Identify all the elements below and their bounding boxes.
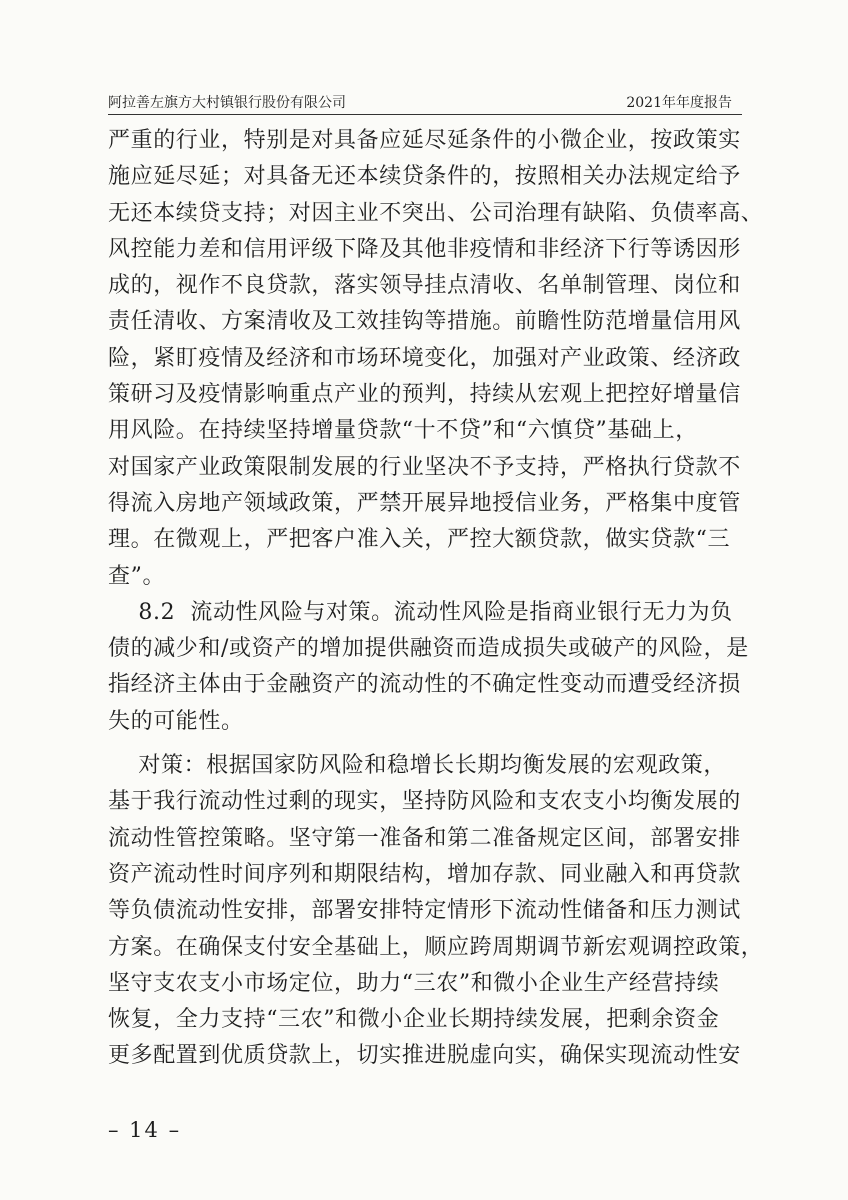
text-line: 理。在微观上，严把客户准入关，严控大额贷款，做实贷款“三 xyxy=(108,527,731,553)
text-line: 查”。 xyxy=(108,563,166,589)
text-line: 流动性管控策略。坚守第一准备和第二准备规定区间，部署安排 xyxy=(108,825,741,851)
text-line: 用风险。在持续坚持增量贷款“十不贷”和“六慎贷”基础上， xyxy=(108,418,698,444)
text-line: 严重的行业，特别是对具备应延尽延条件的小微企业，按政策实 xyxy=(108,128,741,153)
text-line: 成的，视作不良贷款，落实领导挂点清收、名单制管理、岗位和 xyxy=(108,273,741,299)
text-line: 基于我行流动性过剩的现实，坚持防风险和支农支小均衡发展的 xyxy=(108,789,741,815)
paragraph-countermeasures xyxy=(108,748,764,1075)
text-line: 风控能力差和信用评级下降及其他非疫情和非经济下行等诱因形 xyxy=(108,236,741,262)
body-text xyxy=(108,123,764,1075)
text-line: 险，紧盯疫情及经济和市场环境变化，加强对产业政策、经济政 xyxy=(108,345,741,371)
page-number: – 14 – xyxy=(108,1118,182,1142)
text-line: 恢复，全力支持“三农”和微小企业长期持续发展，把剩余资金 xyxy=(108,1007,720,1033)
report-title: 2021年年度报告 xyxy=(626,95,732,111)
text-line: 坚守支农支小市场定位，助力“三农”和微小企业生产经营持续 xyxy=(108,970,720,996)
text-line: 8.2 流动性风险与对策。流动性风险是指商业银行无力为负 xyxy=(108,599,733,625)
text-line: 债的减少和/或资产的增加提供融资而造成损失或破产的风险，是 xyxy=(108,636,749,662)
text-line: 得流入房地产领域政策，严禁开展异地授信业务，严格集中度管 xyxy=(108,490,741,516)
text-line: 策研习及疫情影响重点产业的预判，持续从宏观上把控好增量信 xyxy=(108,382,741,408)
text-line: 对策：根据国家防风险和稳增长长期均衡发展的宏观政策， xyxy=(108,753,726,779)
text-line: 等负债流动性安排，部署安排特定情形下流动性储备和压力测试 xyxy=(108,898,741,924)
text-line: 责任清收、方案清收及工效挂钩等措施。前瞻性防范增量信用风 xyxy=(108,309,741,335)
text-line: 失的可能性。 xyxy=(108,708,244,734)
company-name: 阿拉善左旗方大村镇银行股份有限公司 xyxy=(108,95,346,111)
paragraph-credit-risk xyxy=(108,123,764,595)
paragraph-liquidity-risk xyxy=(108,595,748,740)
text-line: 指经济主体由于金融资产的流动性的不确定性变动而遭受经济损 xyxy=(108,672,741,698)
text-line: 资产流动性时间序列和期限结构，增加存款、同业融入和再贷款 xyxy=(108,861,741,887)
page-header xyxy=(108,92,742,115)
text-line: 无还本续贷支持；对因主业不突出、公司治理有缺陷、负债率高、 xyxy=(108,200,764,226)
text-line: 方案。在确保支付安全基础上，顺应跨周期调节新宏观调控政策， xyxy=(108,934,764,960)
text-line: 对国家产业政策限制发展的行业坚决不予支持，严格执行贷款不 xyxy=(108,454,741,480)
text-line: 更多配置到优质贷款上，切实推进脱虚向实，确保实现流动性安 xyxy=(108,1043,741,1069)
text-line: 施应延尽延；对具备无还本续贷条件的，按照相关办法规定给予 xyxy=(108,164,741,190)
